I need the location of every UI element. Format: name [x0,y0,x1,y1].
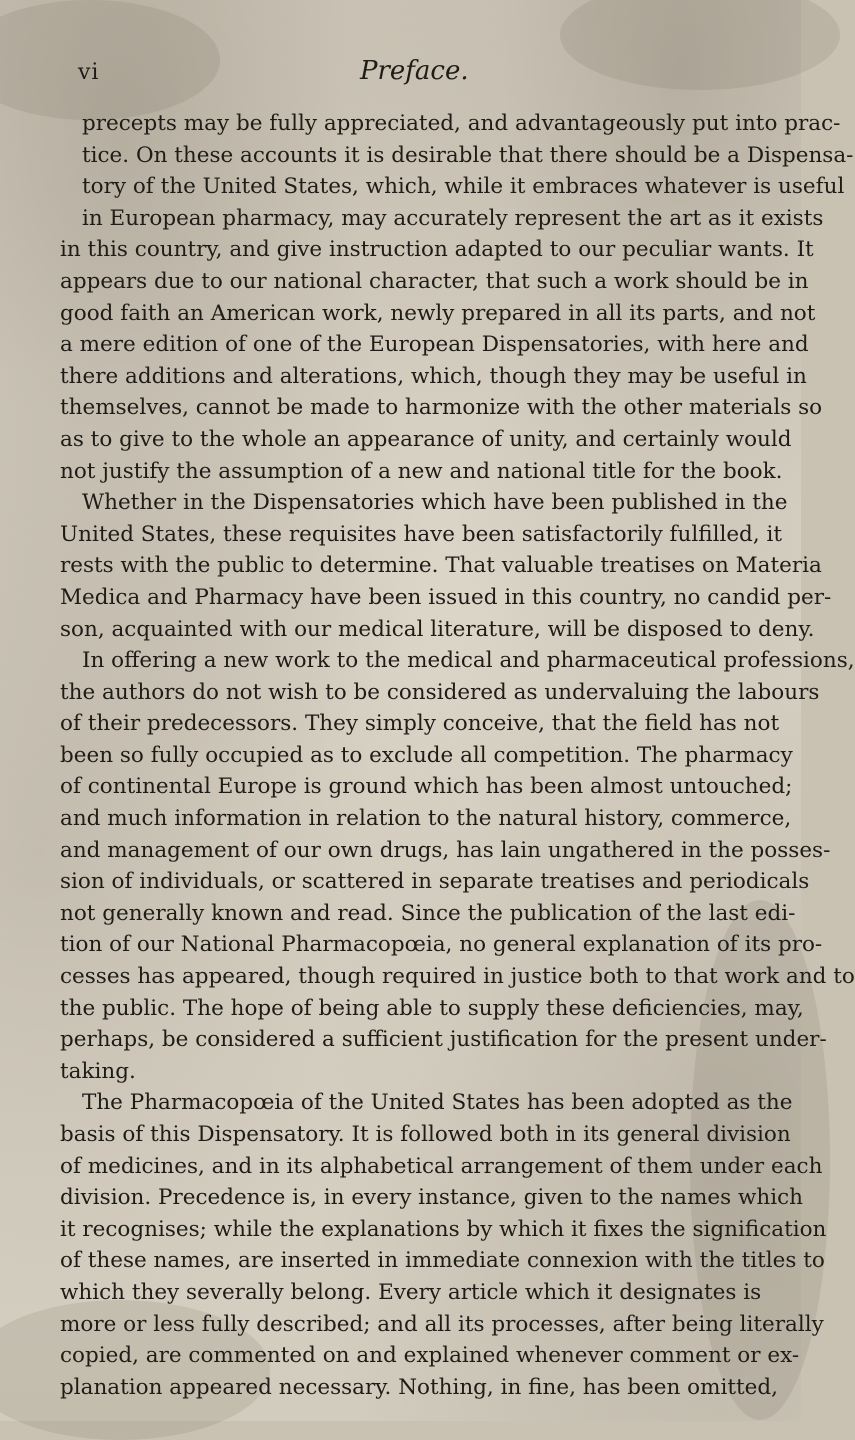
text-line: good faith an American work, newly prepared in all its parts, and not [60,300,816,326]
text-line: planation appeared necessary. Nothing, in fine, has been omitted, [60,1374,778,1400]
page-number: vi [78,60,100,85]
text-line: a mere edition of one of the European Dispensatories, with here and [60,332,809,358]
text-line: which they severally belong. Every article which it designates is [60,1279,762,1305]
text-line: Medica and Pharmacy have been issued in this country, no candid per- [60,584,832,610]
body-text [60,108,855,1403]
text-line: not justify the assumption of a new and national title for the book. [60,458,783,484]
text-line: cesses has appeared, though required in justice both to that work and to [60,964,855,990]
text-line: of medicines, and in its alphabetical arrangement of them under each [60,1153,823,1179]
text-line: more or less fully described; and all its processes, after being literally [60,1311,824,1337]
text-line: of their predecessors. They simply conceive, that the field has not [60,711,780,737]
text-line: the authors do not wish to be considered as undervaluing the labours [60,679,820,705]
running-head: Preface. [360,56,469,86]
text-line: themselves, cannot be made to harmonize with the other materials so [60,395,823,421]
text-line: Whether in the Dispensatories which have been published in the [82,490,788,516]
text-line: tory of the United States, which, while it embraces whatever is useful [82,174,845,200]
page-header [0,56,801,100]
text-line: copied, are commented on and explained whenever comment or ex- [60,1343,800,1369]
text-line: The Pharmacopœia of the United States has been adopted as the [82,1090,793,1116]
text-line: and management of our own drugs, has lain ungathered in the posses- [60,837,831,863]
text-line: the public. The hope of being able to supply these deficiencies, may, [60,995,804,1021]
text-line: of continental Europe is ground which has been almost untouched; [60,774,793,800]
text-line: it recognises; while the explanations by which it fixes the signification [60,1216,827,1242]
text-line: as to give to the whole an appearance of unity, and certainly would [60,426,792,452]
text-line: there additions and alterations, which, though they may be useful in [60,363,807,389]
text-line: taking. [60,1058,136,1084]
text-line: in European pharmacy, may accurately represent the art as it exists [82,205,824,231]
text-line: in this country, and give instruction adapted to our peculiar wants. It [60,237,814,263]
text-line: United States, these requisites have been satisfactorily fulfilled, it [60,521,783,547]
text-line: son, acquainted with our medical literature, will be disposed to deny. [60,616,815,642]
text-line: tice. On these accounts it is desirable that there should be a Dispensa- [82,142,854,168]
text-line: precepts may be fully appreciated, and advantageously put into prac- [82,111,841,136]
text-line: been so fully occupied as to exclude all competition. The pharmacy [60,742,793,768]
text-line: perhaps, be considered a sufficient justification for the present under- [60,1027,827,1053]
text-line: rests with the public to determine. That valuable treatises on Materia [60,553,822,579]
text-line: and much information in relation to the natural history, commerce, [60,806,792,832]
text-line: tion of our National Pharmacopœia, no general explanation of its pro- [60,932,823,958]
text-line: basis of this Dispensatory. It is followed both in its general division [60,1122,791,1147]
text-line: not generally known and read. Since the publication of the last edi- [60,900,796,926]
text-line: of these names, are inserted in immediate connexion with the titles to [60,1248,825,1274]
text-line: appears due to our national character, that such a work should be in [60,268,809,294]
text-line: In offering a new work to the medical and pharmaceutical professions, [82,648,855,674]
text-line: division. Precedence is, in every instance, given to the names which [60,1185,803,1211]
text-line: sion of individuals, or scattered in separate treatises and periodicals [60,869,810,895]
